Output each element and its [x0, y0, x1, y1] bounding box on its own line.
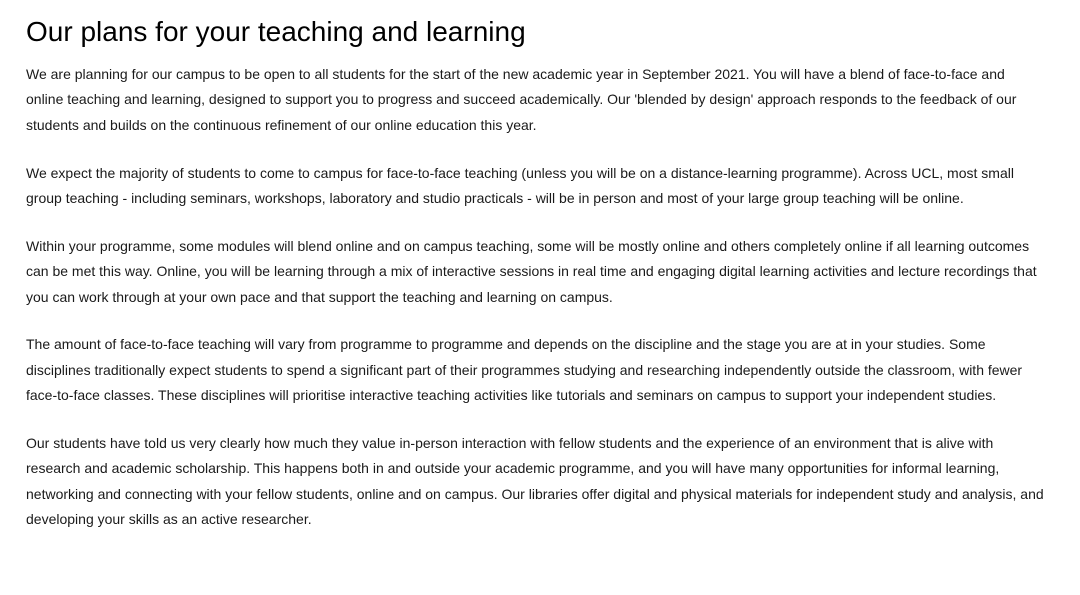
paragraph-teaching-amount: The amount of face-to-face teaching will vary from programme to programme and depends on the discipline and the stage you are at in your studies. Some disciplines traditionally expect students to spend a significant part of their programmes studying and researching independently outside the classroom, with fewer face-to-face classes. These disciplines will prioritise interactive teaching activities like tutorials and seminars on campus to support your independent studies.	[26, 336, 1023, 404]
paragraph-programme-blend: Within your programme, some modules will blend online and on campus teaching, some will be mostly online and others completely online if all learning outcomes can be met this way. Online, you will be learning through a mix of interactive sessions in real time and engaging digital learning activities and lecture recordings that you can work through at your own pace and that support the teaching and learning on campus.	[26, 237, 1037, 305]
page-title: Our plans for your teaching and learning	[26, 16, 526, 47]
paragraph-face-to-face: We expect the majority of students to come to campus for face-to-face teaching (unless you will be on a distance-learning programme). Across UCL, most small group teaching - including seminars, workshops, laboratory and studio practicals - will be in person and most of your large group teaching will be online.	[26, 164, 1014, 207]
article	[26, 0, 1046, 533]
paragraph-campus-opening: We are planning for our campus to be open to all students for the start of the new academic year in September 2021. You will have a blend of face-to-face and online teaching and learning, designed to support you to progress and succeed academically. Our 'blended by design' approach responds to the feedback of our students and builds on the continuous refinement of our online education this year.	[26, 66, 1017, 133]
article-body	[26, 62, 1046, 533]
paragraph-student-interaction: Our students have told us very clearly how much they value in-person interaction with fellow students and the experience of an environment that is alive with research and academic scholarship. This happens both in and outside your academic programme, and you will have many opportunities for informal learning, networking and connecting with your fellow students, online and on campus. Our libraries offer digital and physical materials for independent study and analysis, and developing your skills as an active researcher.	[26, 435, 1044, 528]
